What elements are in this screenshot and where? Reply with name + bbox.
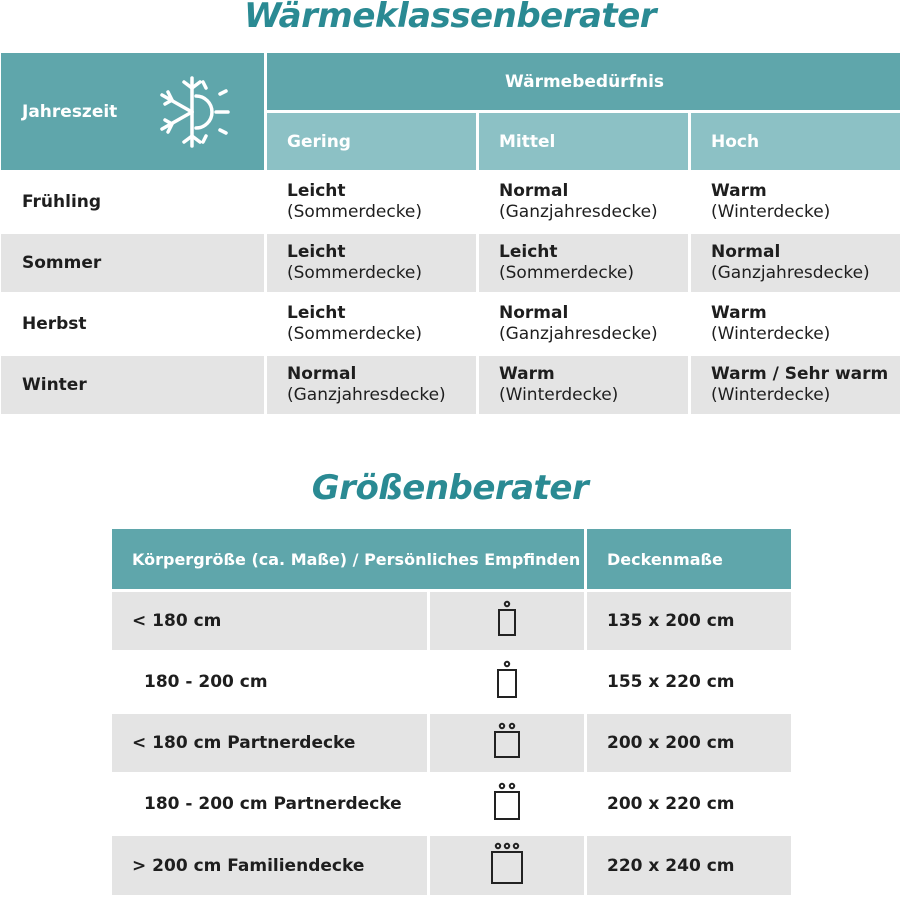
warmth-cell: Warm (Winterdecke) [690,172,900,233]
body-size-cell: > 200 cm Familiendecke [111,835,429,897]
body-size-header: Körpergröße (ca. Maße) / Persönliches Empfinden [111,528,586,591]
level-hoch: Hoch [690,112,900,172]
table-row [0,233,900,294]
season-cell: Frühling [0,172,266,233]
table-row [0,355,900,416]
blanket-icon [429,835,586,897]
warmth-cell: Warm / Sehr warm (Winterdecke) [690,355,900,416]
warmth-title: Wärmeklassenberater [0,0,900,36]
dims-cell: 200 x 200 cm [586,713,793,774]
table-row [111,713,793,774]
warmth-cell: Warm (Winterdecke) [478,355,690,416]
warmth-cell: Normal (Ganzjahresdecke) [690,233,900,294]
snowflake-sun-icon [154,72,234,152]
level-gering: Gering [266,112,478,172]
body-size-cell: 180 - 200 cm Partnerdecke [111,774,429,835]
season-cell: Herbst [0,294,266,355]
table-row [111,591,793,652]
season-cell: Winter [0,355,266,416]
body-size-cell: < 180 cm [111,591,429,652]
warmth-cell: Normal (Ganzjahresdecke) [266,355,478,416]
warmth-cell: Leicht (Sommerdecke) [266,294,478,355]
season-header [0,52,266,172]
dims-cell: 155 x 220 cm [586,652,793,713]
warmth-cell: Normal (Ganzjahresdecke) [478,294,690,355]
warmth-cell: Leicht (Sommerdecke) [478,233,690,294]
table-row [111,774,793,835]
table-row [0,172,900,233]
body-size-cell: 180 - 200 cm [111,652,429,713]
season-cell: Sommer [0,233,266,294]
table-row [0,294,900,355]
size-title: Größenberater [0,468,900,508]
dims-cell: 135 x 200 cm [586,591,793,652]
warmth-cell: Leicht (Sommerdecke) [266,172,478,233]
blanket-icon [429,713,586,774]
dims-header: Deckenmaße [586,528,793,591]
dims-cell: 200 x 220 cm [586,774,793,835]
dims-cell: 220 x 240 cm [586,835,793,897]
size-table [109,526,794,898]
need-header: Wärmebedürfnis [266,52,900,112]
table-row [111,835,793,897]
body-size-cell: < 180 cm Partnerdecke [111,713,429,774]
season-header-label: Jahreszeit [22,102,117,122]
warmth-cell: Normal (Ganzjahresdecke) [478,172,690,233]
table-row [111,652,793,713]
warmth-cell: Leicht (Sommerdecke) [266,233,478,294]
warmth-cell: Warm (Winterdecke) [690,294,900,355]
blanket-icon [429,774,586,835]
warmth-table [0,50,900,417]
level-mittel: Mittel [478,112,690,172]
blanket-icon [429,652,586,713]
blanket-icon [429,591,586,652]
